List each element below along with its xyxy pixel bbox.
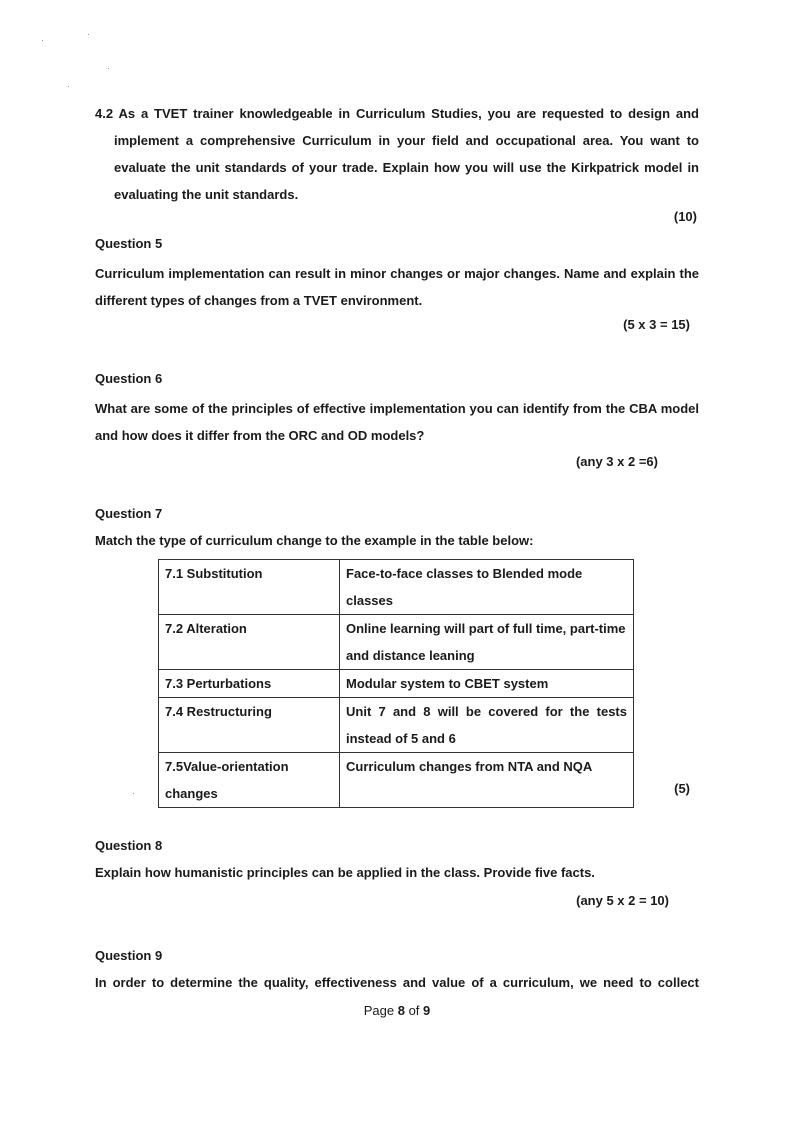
example-cell: Face-to-face classes to Blended mode classes <box>340 560 634 615</box>
table-row <box>159 615 634 670</box>
page-footer <box>0 1003 794 1018</box>
q5-text: Curriculum implementation can result in minor changes or major changes. Name and explain the different types of changes from a TVET environment. <box>95 266 699 308</box>
q4-2-line-1: 4.2 As a TVET trainer knowledgeable in Curriculum Studies, you are requested to design and <box>95 106 699 121</box>
scan-speck <box>133 793 134 794</box>
table-row <box>159 560 634 615</box>
change-type-cell: 7.2 Alteration <box>159 615 340 670</box>
q7-marks: (5) <box>674 781 690 796</box>
q8-text: Explain how humanistic principles can be applied in the class. Provide five facts. <box>95 865 595 880</box>
example-cell: Unit 7 and 8 will be covered for the tests instead of 5 and 6 <box>340 698 634 753</box>
example-cell: Curriculum changes from NTA and NQA <box>340 753 634 808</box>
q4-2-line-4: evaluating the unit standards. <box>114 187 299 202</box>
change-type-cell: 7.1 Substitution <box>159 560 340 615</box>
question-4-2 <box>95 100 699 208</box>
q4-2-line-3: evaluate the unit standards of your trade. Explain how you will use the Kirkpatrick model in <box>114 160 699 175</box>
change-type-cell: 7.3 Perturbations <box>159 670 340 698</box>
q9-heading: Question 9 <box>95 948 163 963</box>
table-row <box>159 753 634 808</box>
change-type-cell: 7.4 Restructuring <box>159 698 340 753</box>
q4-2-line-2: implement a comprehensive Curriculum in your field and occupational area. You want to <box>114 133 699 148</box>
page-number-current: 8 <box>397 1003 405 1018</box>
table-row <box>159 670 634 698</box>
q8-marks: (any 5 x 2 = 10) <box>576 893 669 908</box>
q7-intro: Match the type of curriculum change to the example in the table below: <box>95 533 534 548</box>
change-type-cell: 7.5Value-orientation changes <box>159 753 340 808</box>
scan-speck <box>42 40 43 41</box>
example-cell: Modular system to CBET system <box>340 670 634 698</box>
example-cell: Online learning will part of full time, part-time and distance leaning <box>340 615 634 670</box>
table-row <box>159 698 634 753</box>
scan-speck <box>108 68 109 69</box>
q9-text: In order to determine the quality, effectiveness and value of a curriculum, we need to collect <box>95 975 699 990</box>
q6-text: What are some of the principles of effective implementation you can identify from the CBA model and how does it differ from the ORC and OD models? <box>95 401 699 443</box>
q8-heading: Question 8 <box>95 838 163 853</box>
scan-speck <box>68 86 69 87</box>
q4-2-marks: (10) <box>673 209 697 224</box>
q5-heading: Question 5 <box>95 236 163 251</box>
footer-prefix: Page <box>363 1003 398 1018</box>
matching-table <box>158 559 634 808</box>
page-number-total: 9 <box>423 1003 431 1018</box>
q7-heading: Question 7 <box>95 506 163 521</box>
q5-marks: (5 x 3 = 15) <box>623 317 690 332</box>
footer-middle: of <box>404 1003 424 1018</box>
q6-heading: Question 6 <box>95 371 163 386</box>
scan-speck <box>88 34 89 35</box>
q6-marks: (any 3 x 2 =6) <box>575 454 658 469</box>
